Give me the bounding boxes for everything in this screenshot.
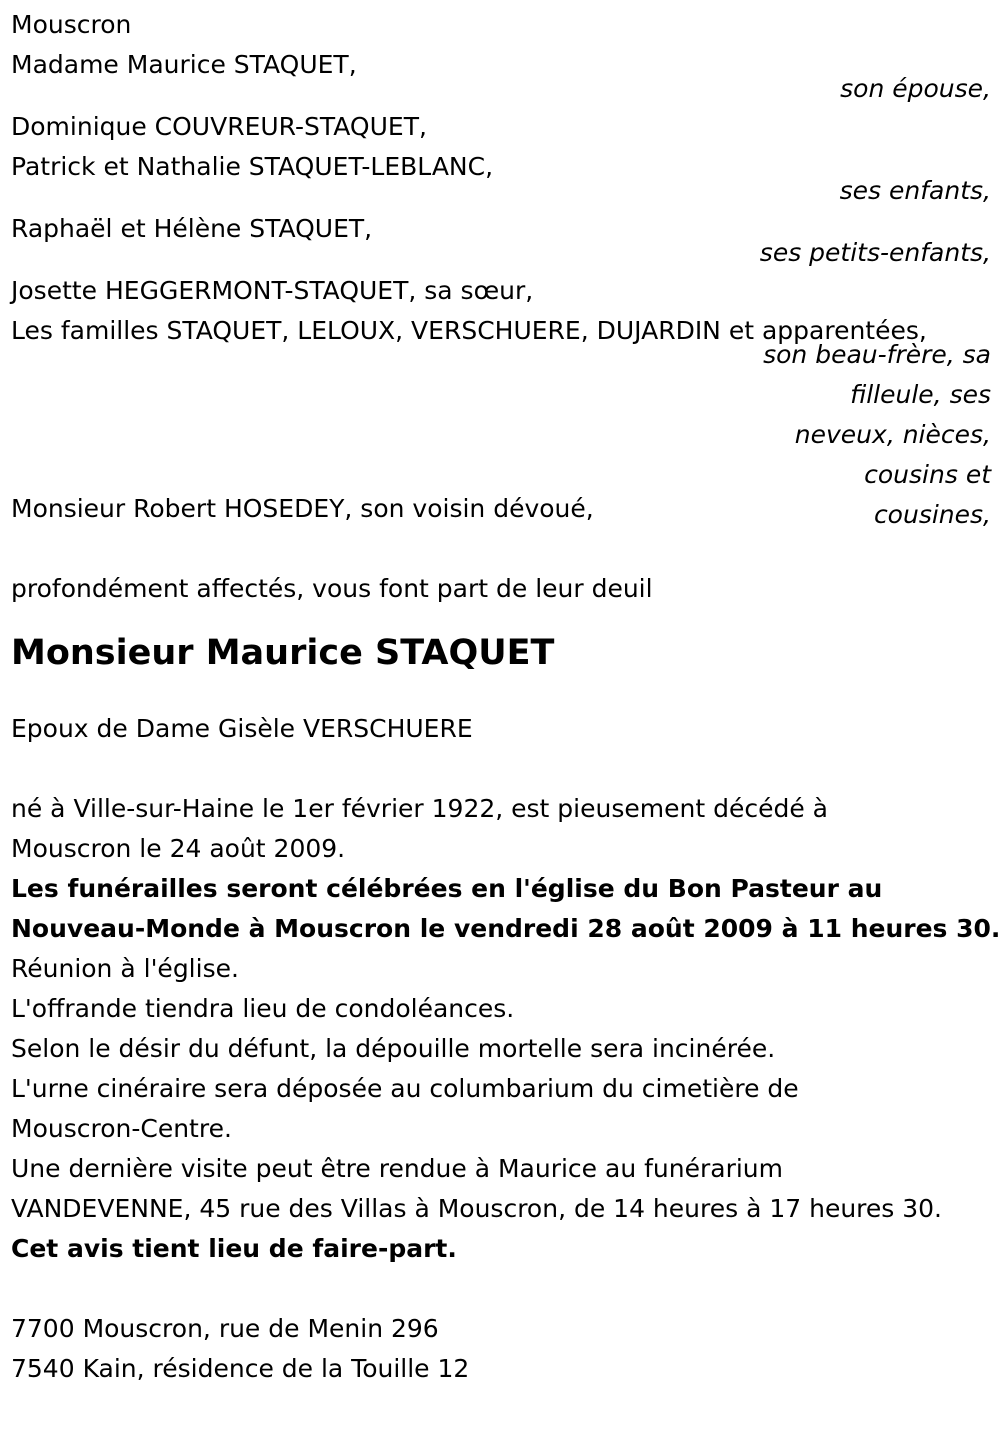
detail-line: VANDEVENNE, 45 rue des Villas à Mouscron, de 14 heures à 17 heures 30. [11, 1194, 943, 1223]
birth-death-line: né à Ville-sur-Haine le 1er février 1922, est pieusement décédé à [11, 794, 828, 823]
detail-line: Mouscron-Centre. [11, 1114, 232, 1143]
families-relation: son beau-frère, sa filleule, ses neveux, nièces, cousins et cousines, [763, 340, 991, 529]
spacer [11, 529, 991, 569]
funeral-line: Les funérailles seront célébrées en l'église du Bon Pasteur au [11, 874, 883, 903]
spouse-of-line: Epoux de Dame Gisèle VERSCHUERE [11, 714, 473, 743]
families-relation-block [11, 340, 991, 529]
address-line: 7540 Kain, résidence de la Touille 12 [11, 1354, 470, 1383]
birth-death-line: Mouscron le 24 août 2009. [11, 834, 346, 863]
closing-line: Cet avis tient lieu de faire-part. [11, 1234, 457, 1263]
child-name: Patrick et Nathalie STAQUET-LEBLANC, [11, 152, 494, 181]
sister-line: Josette HEGGERMONT-STAQUET, sa sœur, [11, 276, 534, 305]
funeral-line: Nouveau-Monde à Mouscron le vendredi 28 août 2009 à 11 heures 30. [11, 914, 1000, 943]
detail-line: Réunion à l'église. [11, 954, 239, 983]
child-name: Dominique COUVREUR-STAQUET, [11, 112, 427, 141]
neighbor-line: Monsieur Robert HOSEDEY, son voisin dévoué, [11, 494, 594, 523]
announcement-line: profondément affectés, vous font part de leur deuil [11, 574, 653, 603]
grandchildren-relation: ses petits-enfants, [759, 238, 991, 267]
detail-line: Une dernière visite peut être rendue à Maurice au funérarium [11, 1154, 784, 1183]
detail-line: Selon le désir du défunt, la dépouille mortelle sera incinérée. [11, 1034, 776, 1063]
families-line: Les familles STAQUET, LELOUX, VERSCHUERE, DUJARDIN et apparentées, [11, 316, 927, 345]
detail-line: L'offrande tiendra lieu de condoléances. [11, 994, 515, 1023]
spouse-relation: son épouse, [840, 74, 991, 103]
spacer [11, 1269, 991, 1309]
address-line: 7700 Mouscron, rue de Menin 296 [11, 1314, 439, 1343]
deceased-name: Monsieur Maurice STAQUET [11, 633, 555, 673]
spacer [11, 749, 991, 789]
spouse-name: Madame Maurice STAQUET, [11, 50, 357, 79]
obituary-notice [11, 5, 1000, 1389]
children-relation: ses enfants, [839, 176, 991, 205]
place-heading: Mouscron [11, 10, 132, 39]
grandchild-name: Raphaël et Hélène STAQUET, [11, 214, 373, 243]
detail-line: L'urne cinéraire sera déposée au columbarium du cimetière de [11, 1074, 799, 1103]
